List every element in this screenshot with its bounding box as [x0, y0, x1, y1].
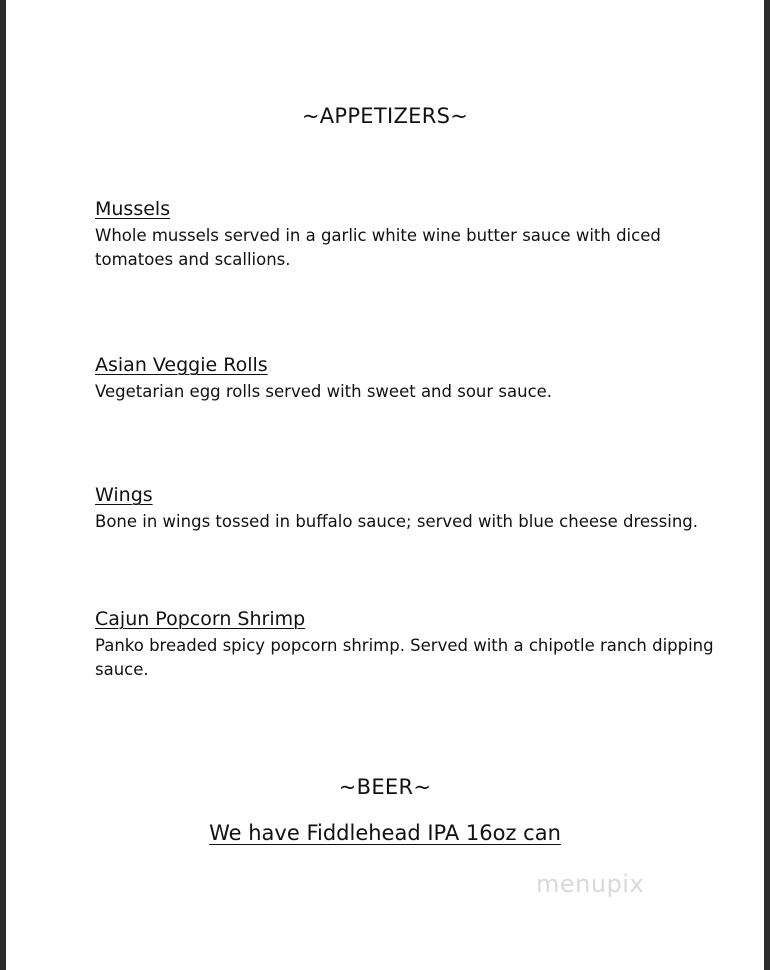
beer-heading: ~BEER~ — [338, 775, 432, 799]
item-description-wings: Bone in wings tossed in buffalo sauce; served with blue cheese dressing. — [95, 512, 698, 531]
item-name-asian-veggie-rolls: Asian Veggie Rolls — [95, 354, 268, 376]
item-name-wings: Wings — [95, 484, 153, 506]
item-name-mussels: Mussels — [95, 198, 171, 220]
item-description-cajun-popcorn-shrimp: Panko breaded spicy popcorn shrimp. Served with a chipotle ranch dipping sauce. — [95, 636, 714, 679]
menupix-watermark: menupix — [536, 870, 645, 898]
item-description-asian-veggie-rolls: Vegetarian egg rolls served with sweet and sour sauce. — [95, 382, 553, 401]
item-description-mussels: Whole mussels served in a garlic white wine butter sauce with diced tomatoes and scallions. — [95, 226, 661, 269]
appetizers-heading: ~APPETIZERS~ — [301, 104, 469, 128]
menu-page — [6, 0, 764, 970]
beer-offering: We have Fiddlehead IPA 16oz can — [209, 821, 561, 845]
item-name-cajun-popcorn-shrimp: Cajun Popcorn Shrimp — [95, 608, 306, 630]
